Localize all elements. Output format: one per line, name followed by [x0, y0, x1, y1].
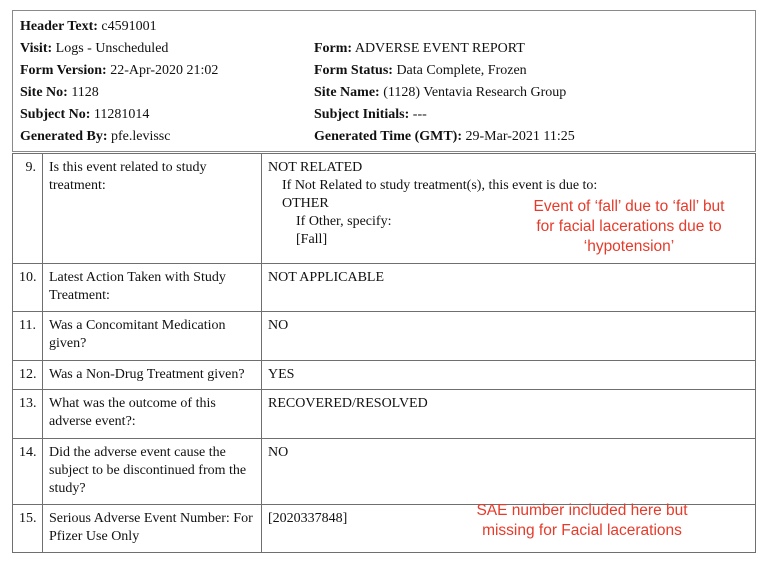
question-text: What was the outcome of this adverse event?:: [43, 390, 262, 439]
table-row: [13, 361, 756, 390]
table-row: [13, 390, 756, 439]
table-row: [13, 154, 756, 264]
row-number: 10.: [13, 264, 43, 312]
sae-annotation: SAE number included here but missing for Facial lacerations: [476, 502, 688, 539]
answer-value: NOT APPLICABLE: [262, 264, 756, 312]
sub-question: If Not Related to study treatment(s), this event is due to:: [282, 178, 598, 193]
question-table: [12, 153, 756, 553]
question-text: Was a Concomitant Medication given?: [43, 312, 262, 361]
question-text: Serious Adverse Event Number: For Pfizer Use Only: [43, 505, 262, 553]
answer-value: NO: [262, 312, 756, 361]
fall-annotation: Event of ‘fall’ due to ‘fall’ but for facial lacerations due to ‘hypotension’: [533, 198, 725, 255]
row-number: 11.: [13, 312, 43, 361]
question-text: Did the adverse event cause the subject to be discontinued from the study?: [43, 439, 262, 505]
generated-time-field: Generated Time (GMT): 29-Mar-2021 11:25: [314, 129, 575, 144]
subject-no-field: Subject No: 11281014: [20, 107, 150, 122]
answer-value: RECOVERED/RESOLVED: [262, 390, 756, 439]
subject-initials-field: Subject Initials: ---: [314, 107, 427, 122]
adverse-event-report: [12, 10, 756, 556]
question-text: Was a Non-Drug Treatment given?: [43, 361, 262, 390]
row-number: 15.: [13, 505, 43, 553]
sub-answer: [Fall]: [296, 232, 328, 247]
answer-value: NOT RELATED: [268, 160, 363, 175]
report-header: [12, 10, 756, 152]
site-name-field: Site Name: (1128) Ventavia Research Group: [314, 85, 567, 100]
header-text-field: Header Text: c4591001: [20, 19, 157, 34]
table-row: [13, 312, 756, 361]
answer-value: [2020337848]: [268, 511, 348, 526]
sub-question: If Other, specify:: [296, 214, 392, 229]
row-number: 14.: [13, 439, 43, 505]
answer-cell: [262, 154, 756, 264]
form-status-field: Form Status: Data Complete, Frozen: [314, 63, 527, 78]
table-row: [13, 264, 756, 312]
answer-cell: [262, 502, 756, 553]
question-text: Latest Action Taken with Study Treatment:: [43, 264, 262, 312]
question-text: Is this event related to study treatment:: [43, 154, 262, 264]
form-version-field: Form Version: 22-Apr-2020 21:02: [20, 63, 219, 78]
generated-by-field: Generated By: pfe.levissc: [20, 129, 171, 144]
answer-value: YES: [262, 361, 756, 390]
row-number: 13.: [13, 390, 43, 439]
table-row: [13, 439, 756, 505]
sub-answer: OTHER: [282, 196, 329, 211]
answer-value: NO: [262, 439, 756, 505]
row-number: 12.: [13, 361, 43, 390]
row-number: 9.: [13, 154, 43, 264]
visit-field: Visit: Logs - Unscheduled: [20, 41, 169, 56]
site-no-field: Site No: 1128: [20, 85, 99, 100]
form-field: Form: ADVERSE EVENT REPORT: [314, 41, 525, 56]
table-row: [13, 505, 756, 553]
